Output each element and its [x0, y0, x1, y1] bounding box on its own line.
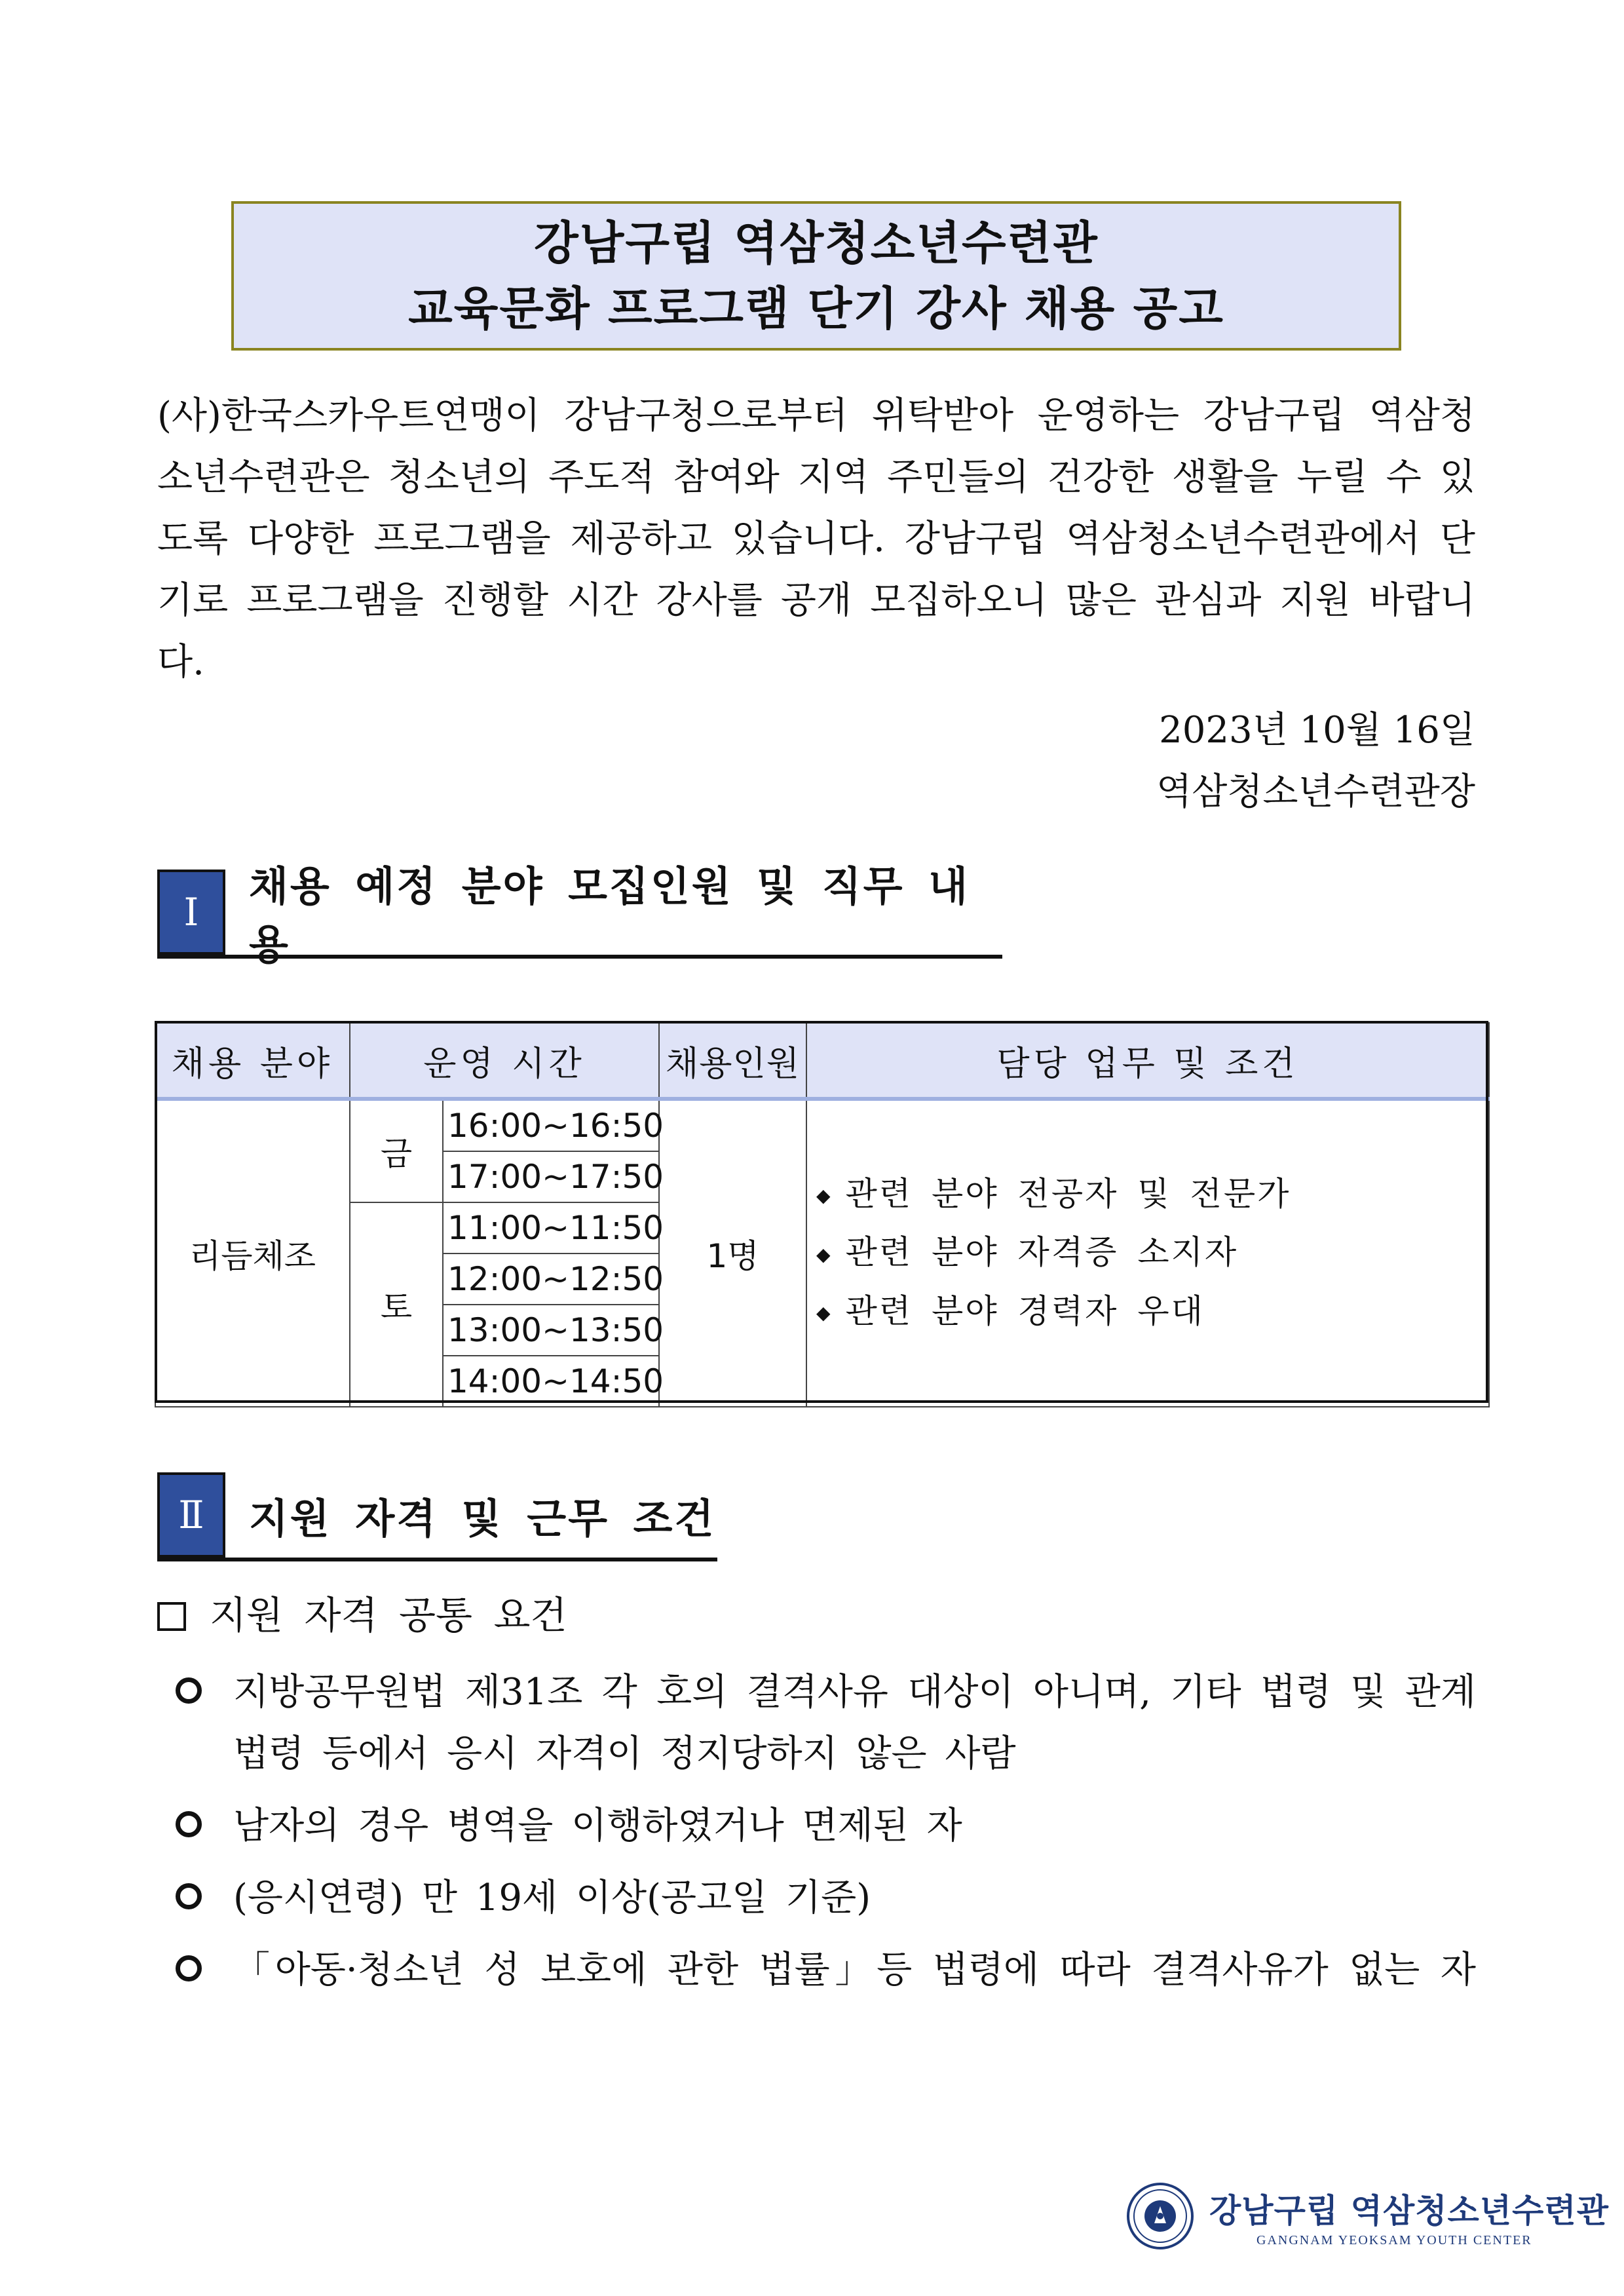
recruitment-table: [155, 1022, 1490, 1407]
circle-bullet-icon: [176, 1677, 202, 1704]
duty-item: ◆ 관련 분야 경력자 우대: [816, 1283, 1488, 1342]
notice-date: 2023년 10월 16일: [1159, 709, 1475, 752]
time-cell: 11:00~11:50: [443, 1202, 659, 1253]
time-cell: 14:00~14:50: [443, 1356, 659, 1407]
header-field: 채용 분야: [155, 1023, 350, 1099]
table-row: [155, 1099, 1489, 1151]
list-item: (응시연령) 만 19세 이상(공고일 기준): [176, 1867, 1476, 1929]
section-1-header: [157, 862, 1002, 968]
youth-center-emblem-icon: [1127, 2183, 1194, 2249]
diamond-bullet-icon: ◆: [816, 1302, 833, 1324]
count-cell: 1명: [659, 1099, 806, 1407]
circle-bullet-icon: [176, 1955, 202, 1981]
list-item: 지방공무원법 제31조 각 호의 결격사유 대상이 아니며, 기타 법령 및 관계 법령 등에서 응시 자격이 정지당하지 않은 사람: [176, 1662, 1476, 1785]
list-item: 「아동·청소년 성 보호에 관한 법률」등 법령에 따라 결격사유가 없는 자: [176, 1940, 1476, 2001]
title-line-2: 교육문화 프로그램 단기 강사 채용 공고: [408, 282, 1224, 335]
section-2-header: [157, 1472, 717, 1561]
duty-cell: [806, 1099, 1489, 1407]
duty-item: ◆ 관련 분야 자격증 소지자: [816, 1224, 1488, 1283]
time-cell: 13:00~13:50: [443, 1305, 659, 1356]
table-header-row: [155, 1023, 1489, 1099]
circle-bullet-icon: [176, 1883, 202, 1909]
checkbox-square-icon: [157, 1602, 186, 1631]
list-item: 남자의 경우 병역을 이행하였거나 면제된 자: [176, 1795, 1476, 1857]
section-1-title: 채용 예정 분야 모집인원 및 직무 내용: [249, 862, 970, 968]
footer-logo-subtitle: GANGNAM YEOKSAM YOUTH CENTER: [1256, 2233, 1532, 2248]
header-count: 채용인원: [659, 1023, 806, 1099]
section-2-number: Ⅱ: [157, 1472, 225, 1558]
time-cell: 12:00~12:50: [443, 1253, 659, 1305]
intro-paragraph: (사)한국스카우트연맹이 강남구청으로부터 위탁받아 운영하는 강남구립 역삼청소년수련관은 청소년의 주도적 참여와 지역 주민들의 건강한 생활을 누릴 수 있도록 다양한 프로그램을 제공하고 있습니다. 강남구립 역삼청소년수련관에서 단기로 프로그램을 진행할 시간 강사를 공개 모집하오니 많은 관심과 지원 바랍니다.: [157, 394, 1475, 683]
diamond-bullet-icon: ◆: [816, 1243, 833, 1265]
duty-item: ◆ 관련 분야 전공자 및 전문가: [816, 1166, 1488, 1225]
section-2-title: 지원 자격 및 근무 조건: [249, 1494, 716, 1542]
time-cell: 17:00~17:50: [443, 1151, 659, 1202]
title-line-1: 강남구립 역삼청소년수련관: [534, 216, 1099, 270]
footer-logo-name: 강남구립 역삼청소년수련관: [1209, 2191, 1610, 2230]
day-cell-fri: 금: [350, 1099, 443, 1202]
diamond-bullet-icon: ◆: [816, 1185, 833, 1207]
header-duty: 담당 업무 및 조건: [806, 1023, 1489, 1099]
field-cell: 리듬체조: [155, 1099, 350, 1407]
notice-title-box: [231, 201, 1401, 351]
notice-signer: 역삼청소년수련관장: [1156, 771, 1475, 813]
header-time: 운영 시간: [350, 1023, 659, 1099]
circle-bullet-icon: [176, 1811, 202, 1837]
section-1-number: Ⅰ: [157, 870, 225, 955]
qualification-heading: 지원 자격 공통 요건: [157, 1586, 567, 1645]
time-cell: 16:00~16:50: [443, 1099, 659, 1151]
day-cell-sat: 토: [350, 1202, 443, 1407]
